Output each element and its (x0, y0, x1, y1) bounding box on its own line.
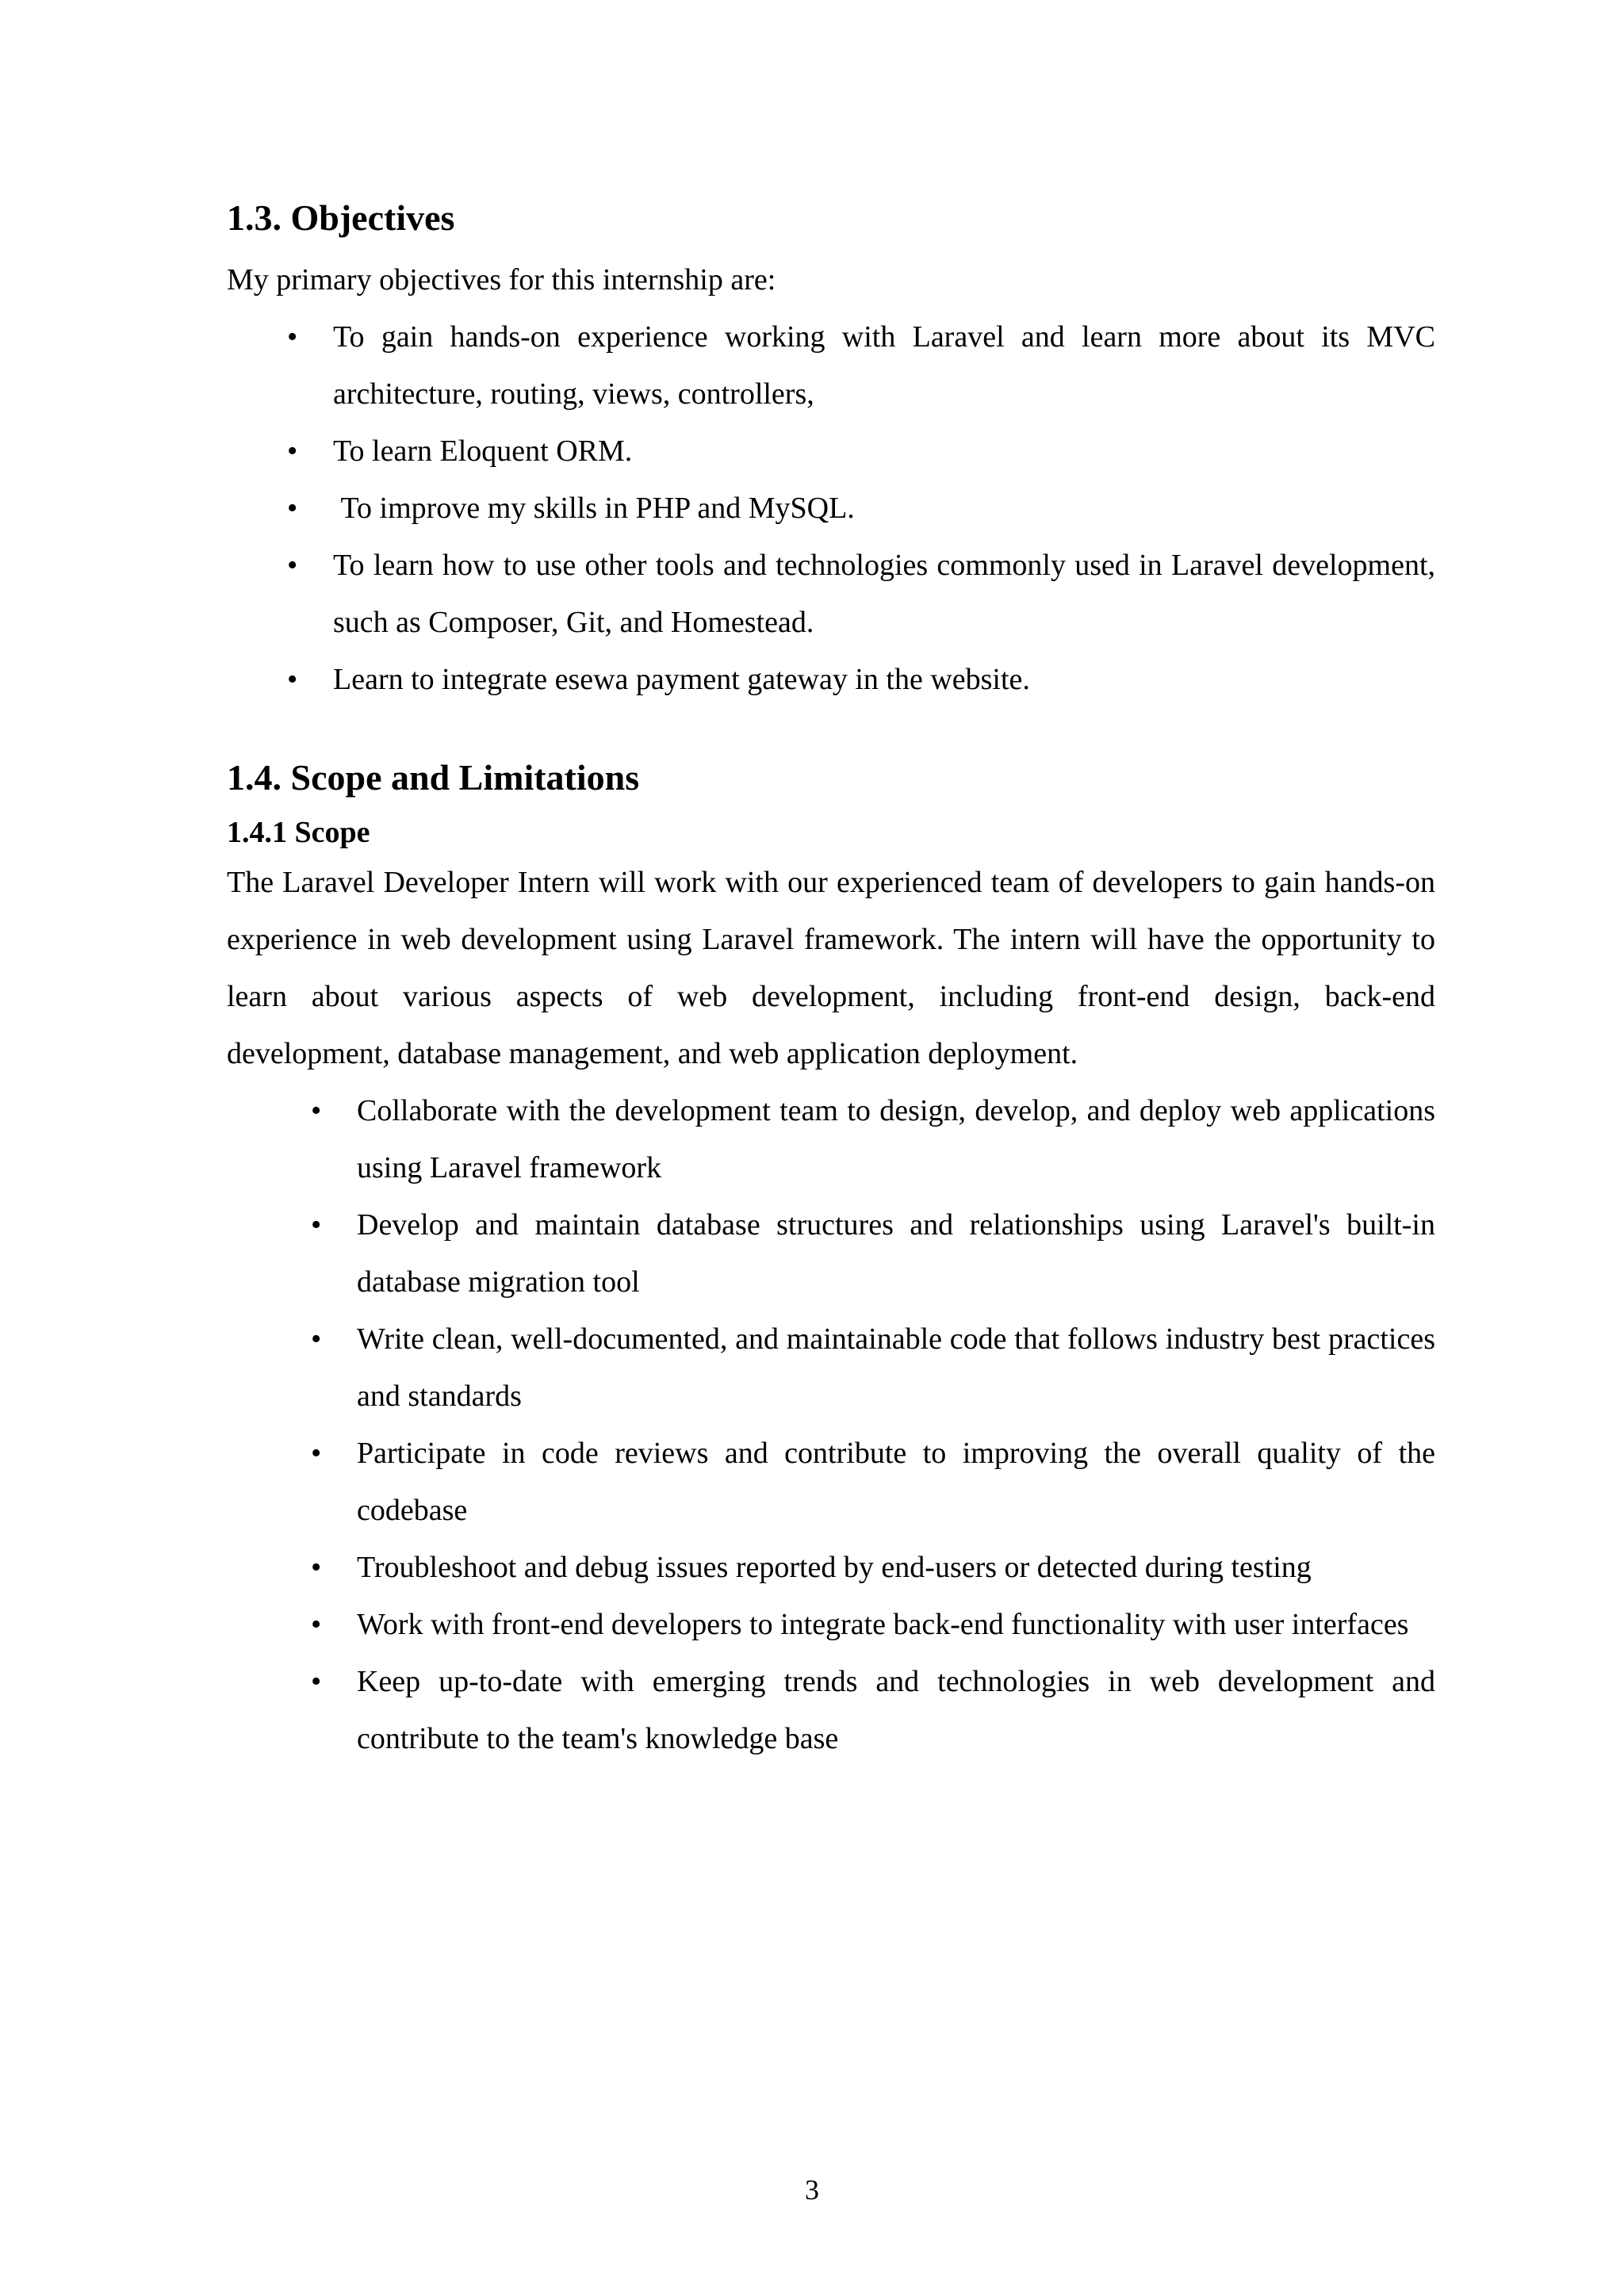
list-item (227, 537, 1435, 651)
bullet-icon: • (311, 1437, 322, 1470)
scope-list (227, 1082, 1435, 1767)
scope-subheading: 1.4.1 Scope (227, 816, 370, 849)
list-item (227, 1596, 1435, 1653)
objectives-intro: My primary objectives for this internship are: (227, 263, 776, 297)
bullet-icon: • (287, 320, 298, 354)
bullet-icon: • (287, 663, 298, 696)
section-spacer (227, 708, 1435, 754)
list-item (227, 1539, 1435, 1596)
scope-limitations-heading: 1.4. Scope and Limitations (227, 757, 640, 798)
objectives-heading: 1.3. Objectives (227, 197, 455, 238)
heading-spacer (227, 802, 1435, 811)
list-item-text: Write clean, well-documented, and maintainable code that follows industry best practices and standards (357, 1322, 1435, 1413)
list-item-text: To gain hands-on experience working with Laravel and learn more about its MVC architecture, routing, views, controllers, (333, 320, 1435, 411)
bullet-icon: • (311, 1608, 322, 1641)
list-item (227, 308, 1435, 423)
bullet-icon: • (287, 549, 298, 582)
list-item-text: To learn how to use other tools and technologies commonly used in Laravel development, such as Composer, Git, and Homestead. (333, 549, 1435, 639)
scope-paragraph: The Laravel Developer Intern will work with our experienced team of developers to gain hands-on experience in web development using Laravel framework. The intern will have the opportunity to learn about various aspects of web development, including front-end design, back-end development, database management, and web application deployment. (227, 866, 1435, 1070)
list-item-text: Troubleshoot and debug issues reported by end-users or detected during testing (357, 1551, 1312, 1584)
list-item-text: Collaborate with the development team to design, develop, and deploy web applications using Laravel framework (357, 1094, 1435, 1184)
bullet-icon: • (311, 1665, 322, 1698)
list-item (227, 423, 1435, 480)
list-item-text: Learn to integrate esewa payment gateway in the website. (333, 663, 1030, 696)
page-content (227, 194, 1435, 1767)
list-item (227, 1311, 1435, 1425)
list-item-text: Develop and maintain database structures and relationships using Laravel's built-in database migration tool (357, 1208, 1435, 1299)
bullet-icon: • (311, 1208, 322, 1242)
list-item (227, 1082, 1435, 1196)
list-item-text: Participate in code reviews and contribute to improving the overall quality of the codebase (357, 1437, 1435, 1527)
list-item-text: Keep up-to-date with emerging trends and technologies in web development and contribute to the team's knowledge base (357, 1665, 1435, 1755)
bullet-icon: • (287, 434, 298, 468)
bullet-icon: • (311, 1322, 322, 1356)
list-item (227, 1425, 1435, 1539)
bullet-icon: • (311, 1551, 322, 1584)
list-item (227, 480, 1435, 537)
list-item-text: To learn Eloquent ORM. (333, 434, 633, 468)
bullet-icon: • (311, 1094, 322, 1127)
list-item-text: To improve my skills in PHP and MySQL. (333, 492, 855, 525)
bullet-icon: • (287, 492, 298, 525)
list-item (227, 651, 1435, 708)
objectives-list (227, 308, 1435, 708)
list-item (227, 1653, 1435, 1767)
page-number: 3 (805, 2174, 819, 2206)
list-item (227, 1196, 1435, 1311)
list-item-text: Work with front-end developers to integrate back-end functionality with user interfaces (357, 1608, 1409, 1641)
